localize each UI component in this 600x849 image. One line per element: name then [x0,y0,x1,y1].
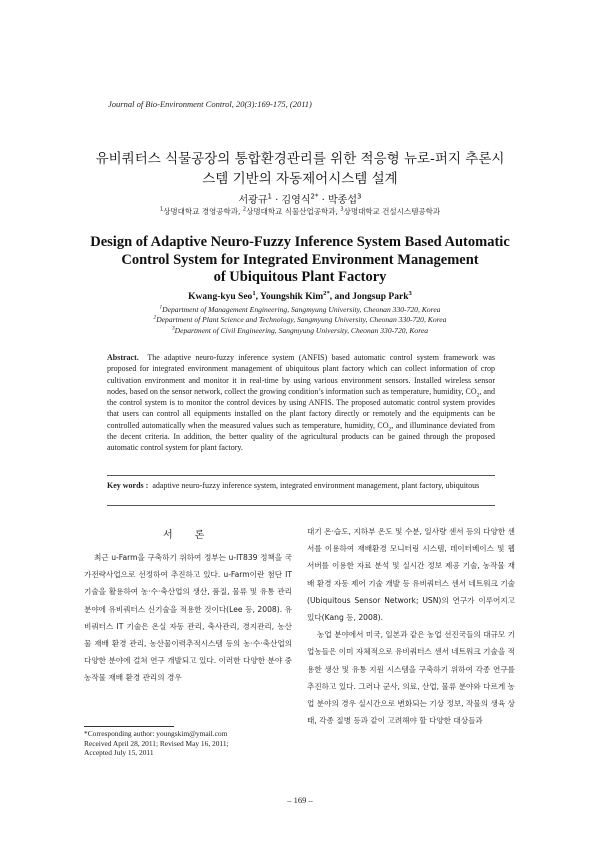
author-name: Youngshik Kim [260,292,324,302]
footnote-rule [84,726,174,727]
abstract-text: , and illuminance deviated from the decent criteria. In addition, the better quality of the agricultural products can be gained through the proposed automatic control system for plant factory. [107,420,495,453]
affil-text: Department of Civil Engineering, Sangmyung University, Cheonan 330-720, Korea [174,325,429,335]
author-separator: · [271,195,282,206]
author-name: Kwang-kyu Seo [188,292,253,302]
author-sup: 1 [267,192,272,201]
page-number: – 169 – [287,795,313,805]
affil-sup: 2 [153,314,157,321]
author-name: 박종섭 [328,195,357,206]
abstract-text: The adaptive neuro-fuzzy inference system (ANFIS) based automatic control system framework was proposed for integrated environment management of ubiquitous plant factory which can collect information of crop cultivation environment and monitor it in real-time by using various environment sensors. Installed wireless sensor nodes, based on the sensor network, collect the growing condition’s information such as temperature, humidity, CO [107,353,495,396]
affil-sup: 3 [340,206,344,213]
affil-sup: 2 [242,206,247,213]
abstract-label: Abstract. [107,353,139,362]
affil-text: Department of Plant Science and Technology, Sangmyung University, Cheonan 330-720, Korea [156,315,447,325]
affil-text: Department of Management Engineering, Sangmyung University, Cheonan 330-720, Korea [162,305,441,314]
author-sup: 3 [408,289,412,297]
footnote-line: Accepted July 15, 2011 [84,748,154,758]
author-separator: · [318,195,329,206]
authors-english [60,289,540,302]
affiliation-line [60,315,540,325]
section-heading-introduction: 서론 [163,530,227,541]
footnote [84,729,294,758]
body-column-right [307,523,515,729]
affil-sup: 3 [171,325,175,332]
affil-sup: 1 [159,304,163,311]
authors-korean [60,191,540,206]
author-name: Jongsup Park [352,292,409,302]
title-english [60,234,540,287]
body-column-left [84,549,292,687]
abstract-text: , and the control system is to monitor the control devices by using ANFIS. The proposed automatic control system provides that users can control all equipments installed on the plant factory directly or remotely and the equipments can be controlled automatically when the measured values such as temperature, humidity, CO [107,386,495,430]
author-sup: 2* [323,289,330,297]
keywords-label: Key words : [107,481,149,490]
affil-text: 상명대학교 식물산업공학과, [246,207,341,216]
keywords [107,480,495,491]
title-korean-line: 스템 기반의 자동제어시스템 설계 [202,171,398,187]
title-korean [60,149,540,189]
body-paragraph: 최근 u-Farm을 구축하기 위하여 정부는 u-IT839 정책을 국가전략사업으로 선정하여 추진하고 있다. u-Farm이란 첨단 IT 기술을 활용하여 농·수·축산업의 생산, 품질, 물류 및 유통 관리 분야에 유비쿼터스 신기술을 적용한 것이다(Lee 등, 2008). 유비쿼터스 IT 기술은 온실 자동 관리, 축사관리, 경지관리, 농산물 재배 환경 관리, 농산물이력추적시스템 등의 농·수·축산업의 다양한 분야에 걸쳐 연구 개발되고 있다. 이러한 다양한 분야 중 농작물 재배 환경 관리의 경우 [84,553,292,683]
footnote-line: Received April 28, 2011; Revised May 16, 2011; [84,738,229,748]
body-paragraph: 농업 분야에서 미국, 일본과 같은 농업 선진국들의 대규모 기업농들은 이미 자체적으로 유비쿼터스 센서 네트워크 기술을 적용한 생산 및 유통 지원 시스템을 구축하기 위하여 각종 연구를 추진하고 있다. 그러나 군사, 의료, 산업, 물류 분야와 다르게 농업 분야의 경우 실시간으로 변화되는 기상 정보, 작물의 생육 상태, 각종 질병 등과 같이 고려해야 할 다양한 대상들과 [307,630,515,726]
author-sup: 3 [357,192,362,201]
abstract-subscript: 2 [476,392,480,399]
affil-text: 상명대학교 건설시스템공학과 [343,207,441,216]
footnote-line: *Corresponding author: youngskim@ymail.com [84,729,228,738]
abstract [107,352,495,454]
author-separator: , and [329,292,353,302]
title-english-line: Control System for Integrated Environment Management [121,251,479,268]
affil-sup: 1 [159,206,164,213]
abstract-subscript: 2 [388,426,392,433]
body-paragraph: 대기 온·습도, 지하부 온도 및 수분, 일사량 센서 등의 다양한 센서를 이용하여 재배환경 모니터링 시스템, 데이터베이스 및 웹 서버를 이용한 자료 분석 및 실시간 정보 제공 기술, 농작물 재배 환경 자동 제어 기술 개발 등 유비쿼터스 센서 네트워크 기술(Ubiquitous Sensor Network; USN)의 연구가 이루어지고 있다(Kang 등, 2008). [307,527,515,623]
affiliation-line [60,305,540,315]
affiliation-line [60,326,540,336]
title-english-line: of Ubiquitous Plant Factory [213,269,387,285]
author-name: 김영식 [281,195,311,206]
affiliations-korean [60,206,540,217]
affil-text: 상명대학교 경영공학과, [163,207,243,216]
keywords-top-rule [107,475,495,476]
title-english-line: Design of Adaptive Neuro-Fuzzy Inference System Based Automatic [90,234,510,250]
author-name: 서광규 [238,195,268,206]
author-sup: 1 [252,289,256,297]
keywords-bottom-rule [107,505,495,506]
journal-citation: Journal of Bio-Environment Control, 20(3):169-175, (2011) [108,99,312,109]
author-sup: 2* [310,192,319,201]
author-separator: , [255,292,261,302]
title-korean-line: 유비쿼터스 식물공장의 통합환경관리를 위한 적응형 뉴로-퍼지 추론시 [95,151,505,167]
keywords-text: adaptive neuro-fuzzy inference system, integrated environment management, plant factory, ubiquitous [152,481,480,490]
affiliations-english [60,305,540,336]
